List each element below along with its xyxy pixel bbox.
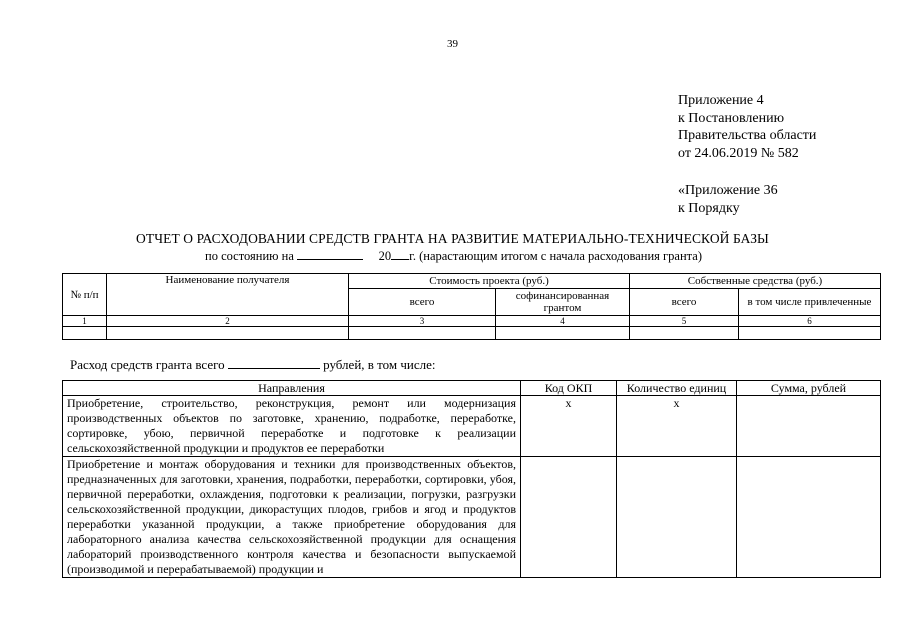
appendix-line: «Приложение 36 bbox=[678, 183, 778, 198]
page-number: 39 bbox=[447, 38, 458, 50]
col-name-header: Наименование получателя bbox=[107, 274, 349, 316]
table-cell[interactable] bbox=[739, 327, 881, 340]
directions-header: Направления bbox=[63, 381, 521, 396]
cost-cofin-header: софинансированная грантом bbox=[496, 289, 630, 316]
table-cell[interactable] bbox=[349, 327, 496, 340]
appendix-block bbox=[678, 92, 816, 162]
directions-table bbox=[62, 380, 881, 578]
table-cell[interactable] bbox=[107, 327, 349, 340]
appendix-line: от 24.06.2019 № 582 bbox=[678, 145, 799, 161]
table-cell[interactable] bbox=[630, 327, 739, 340]
appendix-block-2 bbox=[678, 182, 778, 218]
expense-line bbox=[70, 357, 436, 373]
own-total-header: всего bbox=[630, 289, 739, 316]
quantity-header: Количество единиц bbox=[617, 381, 737, 396]
subtitle-year: 20 bbox=[378, 249, 392, 263]
appendix-line: Приложение 4 bbox=[678, 93, 764, 108]
table-row bbox=[63, 457, 881, 578]
sum-header: Сумма, рублей bbox=[737, 381, 881, 396]
direction-cell: Приобретение и монтаж оборудования и техники для производственных объектов, предназначенных для заготовки, хранения, подработки, переработки, сортировки, убоя, первичной переработки, охлаждения, подготовки к реализации, погрузки, разгрузки сельскохозяйственной продукции, дикорастущих плодов, грибов и ягод и продуктов переработки указанной продукции, а также приобретение оборудования для лабораторного анализа качества сельскохозяйственной продукции для оснащения лабораторий производственного контроля качества и безопасности выпускаемой (производимой и перерабатываемой) продукции и bbox=[63, 457, 521, 578]
subtitle-suffix: г. (нарастающим итогом с начала расходования гранта) bbox=[409, 249, 702, 263]
okp-code-cell: x bbox=[521, 396, 617, 457]
expense-blank bbox=[228, 357, 320, 369]
report-subtitle bbox=[205, 248, 702, 264]
col-index: 2 bbox=[107, 316, 349, 327]
col-index: 3 bbox=[349, 316, 496, 327]
col-index: 6 bbox=[739, 316, 881, 327]
appendix-line: Правительства области bbox=[678, 128, 817, 143]
subtitle-prefix: по состоянию на bbox=[205, 249, 294, 263]
appendix-line: к Порядку bbox=[678, 201, 740, 216]
report-title: ОТЧЕТ О РАСХОДОВАНИИ СРЕДСТВ ГРАНТА НА РАЗВИТИЕ МАТЕРИАЛЬНО-ТЕХНИЧЕСКОЙ БАЗЫ bbox=[136, 231, 769, 246]
sum-cell[interactable] bbox=[737, 457, 881, 578]
table-row bbox=[63, 327, 881, 340]
own-attracted-header: в том числе привлеченные bbox=[739, 289, 881, 316]
sum-cell[interactable] bbox=[737, 396, 881, 457]
okp-code-cell[interactable] bbox=[521, 457, 617, 578]
appendix-line: к Постановлению bbox=[678, 110, 785, 126]
direction-cell: Приобретение, строительство, реконструкция, ремонт или модернизация производственных объектов по заготовке, хранению, подработке, переработке, сортировке, убою, первичной переработке и подготовке к реализации сельскохозяйственной продукции и продуктов ее переработки bbox=[63, 396, 521, 457]
date-blank bbox=[297, 248, 363, 260]
col-number-header: № п/п bbox=[63, 274, 107, 316]
table-row bbox=[63, 396, 881, 457]
quantity-cell: x bbox=[617, 396, 737, 457]
col-index: 4 bbox=[496, 316, 630, 327]
expense-suffix: рублей, в том числе: bbox=[323, 357, 436, 372]
okp-code-header: Код ОКП bbox=[521, 381, 617, 396]
col-index: 1 bbox=[63, 316, 107, 327]
cost-total-header: всего bbox=[349, 289, 496, 316]
own-group-header: Собственные средства (руб.) bbox=[630, 274, 881, 289]
recipients-table bbox=[62, 273, 881, 340]
table-cell[interactable] bbox=[63, 327, 107, 340]
quantity-cell[interactable] bbox=[617, 457, 737, 578]
year-blank bbox=[391, 248, 409, 260]
cost-group-header: Стоимость проекта (руб.) bbox=[349, 274, 630, 289]
expense-prefix: Расход средств гранта всего bbox=[70, 357, 225, 372]
col-index: 5 bbox=[630, 316, 739, 327]
table-cell[interactable] bbox=[496, 327, 630, 340]
